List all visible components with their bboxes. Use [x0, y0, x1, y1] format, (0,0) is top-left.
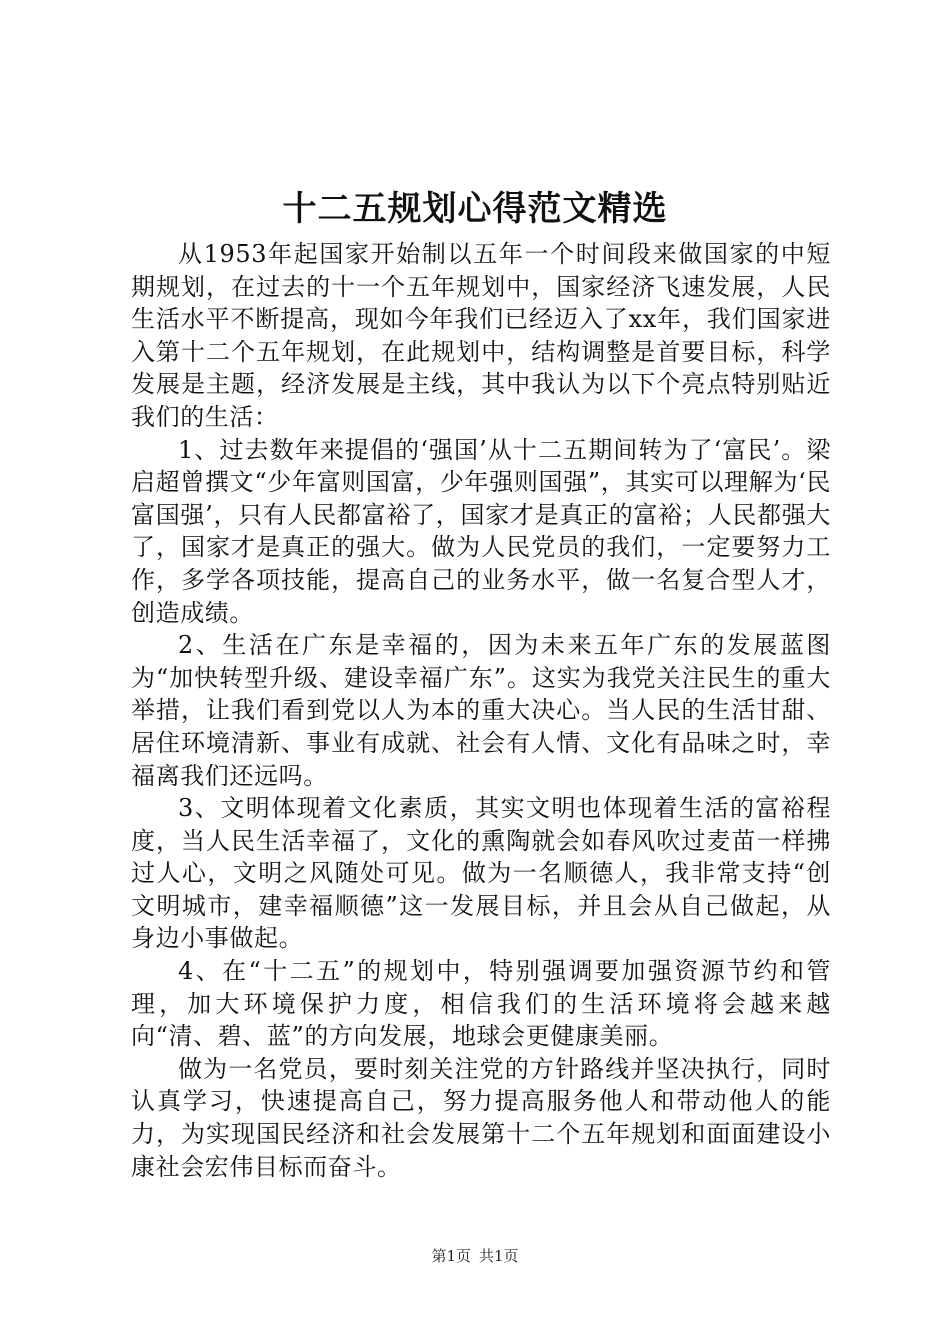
document-body: [131, 238, 831, 1183]
page-footer: [0, 1246, 950, 1266]
document-title: 十二五规划心得范文精选: [282, 189, 668, 229]
page-total: 共1页: [479, 1247, 519, 1265]
paragraph-point-2: 2、生活在广东是幸福的，因为未来五年广东的发展蓝图为“加快转型升级、建设幸福广东”。这实为我党关注民生的重大举措，让我们看到党以人为本的重大决心。当人民的生活甘甜、居住环境清新、事业有成就、社会有人情、文化有品味之时，幸福离我们还远吗。: [131, 631, 831, 790]
paragraph-point-4: 4、在“十二五”的规划中，特别强调要加强资源节约和管理，加大环境保护力度，相信我们的生活环境将会越来越向“清、碧、蓝”的方向发展，地球会更健康美丽。: [131, 957, 831, 1051]
paragraph-intro: 从1953年起国家开始制以五年一个时间段来做国家的中短期规划，在过去的十一个五年规划中，国家经济飞速发展，人民生活水平不断提高，现如今年我们已经迈入了xx年，我们国家进入第十二个五年规划，在此规划中，结构调整是首要目标，科学发展是主题，经济发展是主线，其中我认为以下个亮点特别贴近我们的生活：: [131, 240, 831, 431]
paragraph-point-3: 3、文明体现着文化素质，其实文明也体现着生活的富裕程度，当人民生活幸福了，文化的熏陶就会如春风吹过麦苗一样拂过人心，文明之风随处可见。做为一名顺德人，我非常支持“创文明城市，建幸福顺德”这一发展目标，并且会从自己做起，从身边小事做起。: [131, 794, 831, 953]
paragraph-point-1: 1、过去数年来提倡的‘强国’从十二五期间转为了‘富民’。梁启超曾撰文“少年富则国富，少年强则国强”，其实可以理解为‘民富国强’，只有人民都富裕了，国家才是真正的富裕；人民都强大了，国家才是真正的强大。做为人民党员的我们，一定要努力工作，多学各项技能，提高自己的业务水平，做一名复合型人才，创造成绩。: [131, 435, 831, 627]
paragraph-conclusion: 做为一名党员，要时刻关注党的方针路线并坚决执行，同时认真学习，快速提高自己，努力提高服务他人和带动他人的能力，为实现国民经济和社会发展第十二个五年规划和面面建设小康社会宏伟目标而奋斗。: [131, 1054, 831, 1181]
page-number: 第1页: [431, 1247, 471, 1265]
